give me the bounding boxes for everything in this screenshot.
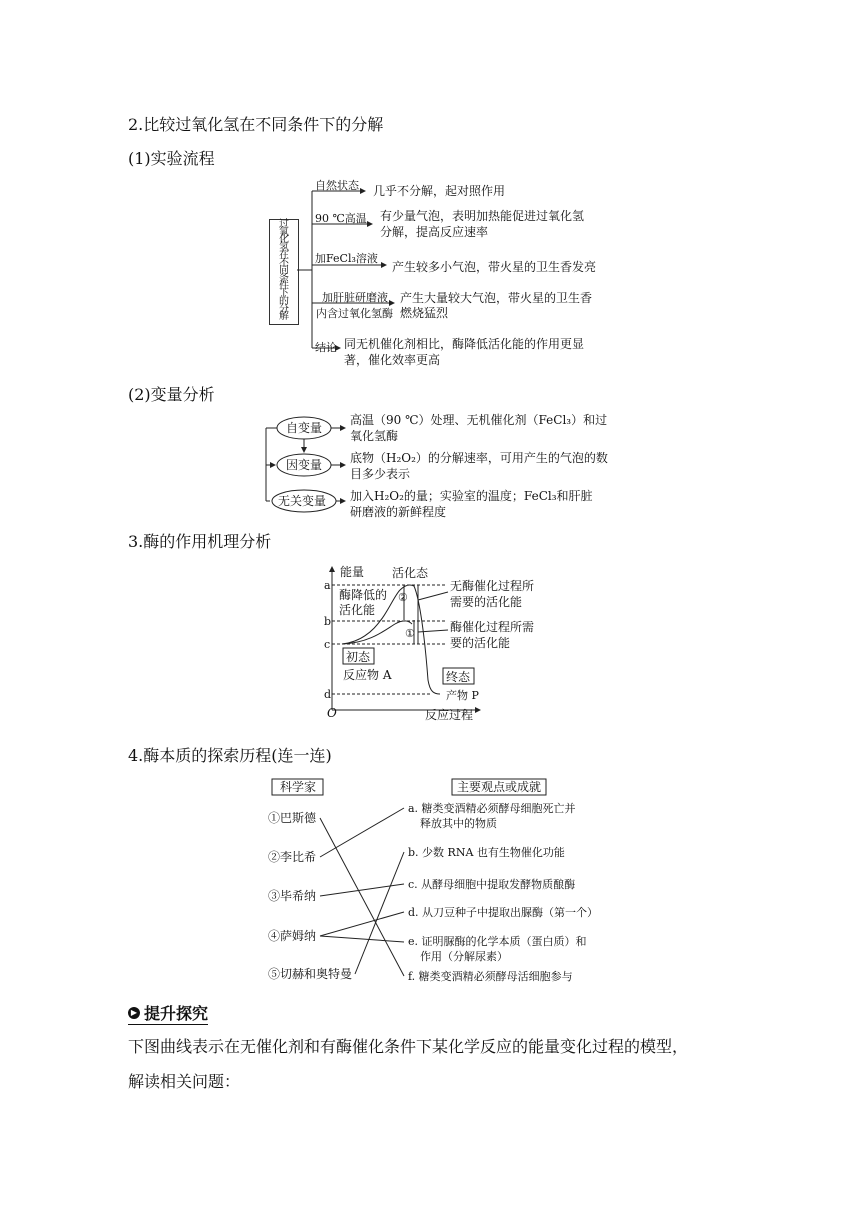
cond-fecl3: 加FeCl₃溶液 — [315, 252, 378, 265]
cond-liver-2: 内含过氧化氢酶 — [316, 307, 393, 320]
var-irrelevant-desc-1: 加入H₂O₂的量；实验室的温度；FeCl₃和肝脏 — [350, 489, 593, 503]
tick-d: d — [324, 688, 332, 701]
var-independent-desc-1: 高温（90 ℃）处理、无机催化剂（FeCl₃）和过 — [350, 413, 608, 427]
result-natural: 几乎不分解，起对照作用 — [373, 184, 506, 198]
no-enzyme-2: 需要的活化能 — [450, 595, 523, 609]
section-4-title: 4.酶本质的探索历程(连一连) — [128, 746, 332, 765]
play-circle-icon: ▶ — [128, 1007, 140, 1019]
result-conclusion-1: 同无机催化剂相比，酶降低活化能的作用更显 — [344, 337, 585, 351]
variable-subtitle: (2)变量分析 — [128, 385, 215, 404]
cond-natural: 自然状态 — [315, 179, 359, 192]
scientist-4: ④萨姆纳 — [268, 929, 317, 943]
initial-state: 初态 — [346, 650, 371, 664]
cond-liver-1: 加肝脏研磨液 — [322, 291, 388, 304]
enzyme-lowered-2: 活化能 — [339, 603, 376, 617]
section-3-title: 3.酶的作用机理分析 — [128, 532, 272, 551]
scientist-3: ③毕希纳 — [268, 889, 317, 903]
energy-origin: O — [327, 706, 337, 720]
var-irrelevant-label: 无关变量 — [278, 494, 327, 508]
tick-a: a — [324, 579, 331, 592]
var-dependent-desc-2: 目多少表示 — [350, 467, 411, 481]
final-state: 终态 — [446, 670, 471, 684]
explore-heading — [128, 1001, 208, 1025]
product-label: 产物 P — [446, 689, 479, 702]
achievement-d: d. 从刀豆种子中提取出脲酶（第一个） — [408, 906, 599, 919]
enzyme-2: 要的活化能 — [450, 636, 511, 650]
circle-2: ② — [398, 591, 408, 604]
reactant-label: 反应物 A — [343, 668, 392, 682]
scientist-1: ①巴斯德 — [268, 811, 317, 825]
tick-b: b — [324, 615, 332, 628]
result-liver-2: 燃烧猛烈 — [400, 306, 449, 320]
achievement-header: 主要观点或成就 — [457, 780, 542, 794]
energy-xlabel: 反应过程 — [425, 708, 474, 722]
var-independent-label: 自变量 — [286, 421, 323, 435]
achievement-e-2: 作用（分解尿素） — [420, 950, 508, 963]
achievement-f: f. 糖类变酒精必须酵母活细胞参与 — [408, 970, 573, 983]
achievement-a-2: 释放其中的物质 — [420, 817, 497, 830]
active-state-label: 活化态 — [392, 566, 429, 580]
scientist-2: ②李比希 — [268, 850, 317, 864]
explore-label: 提升探究 — [144, 1004, 209, 1023]
scientist-5: ⑤切赫和奥特曼 — [268, 967, 353, 981]
cond-conclusion: 结论 — [315, 341, 337, 354]
energy-ylabel: 能量 — [340, 565, 365, 579]
var-dependent-label: 因变量 — [286, 458, 323, 472]
enzyme-lowered-1: 酶降低的 — [339, 588, 388, 602]
var-independent-desc-2: 氧化氢酶 — [350, 429, 399, 443]
no-enzyme-1: 无酶催化过程所 — [450, 579, 535, 593]
explore-paragraph-1: 下图曲线表示在无催化剂和有酶催化条件下某化学反应的能量变化过程的模型， — [128, 1037, 689, 1056]
result-heat-2: 分解，提高反应速率 — [380, 225, 489, 239]
scientist-header: 科学家 — [280, 780, 317, 794]
achievement-b: b. 少数 RNA 也有生物催化功能 — [408, 846, 565, 859]
var-irrelevant-desc-2: 研磨液的新鲜程度 — [350, 505, 447, 519]
tick-c: c — [324, 638, 331, 651]
result-heat-1: 有少量气泡，表明加热能促进过氧化氢 — [380, 209, 585, 223]
achievement-e-1: e. 证明脲酶的化学本质（蛋白质）和 — [408, 935, 587, 948]
flow-subject-text: 过 氧 化 氢 在 不 同 条 件 下 的 分 解 — [279, 219, 289, 323]
achievement-a-1: a. 糖类变酒精必须酵母细胞死亡并 — [408, 802, 576, 815]
result-conclusion-2: 著，催化效率更高 — [344, 353, 441, 367]
result-fecl3: 产生较多小气泡，带火星的卫生香发亮 — [392, 260, 597, 274]
var-dependent-desc-1: 底物（H₂O₂）的分解速率，可用产生的气泡的数 — [350, 451, 608, 465]
enzyme-1: 酶催化过程所需 — [450, 620, 535, 634]
achievement-c: c. 从酵母细胞中提取发酵物质酿酶 — [408, 878, 576, 891]
section-2-title: 2.比较过氧化氢在不同条件下的分解 — [128, 115, 384, 134]
explore-paragraph-2: 解读相关问题： — [128, 1072, 241, 1091]
flow-subtitle: (1)实验流程 — [128, 149, 215, 168]
cond-heat: 90 ℃高温 — [315, 212, 367, 225]
result-liver-1: 产生大量较大气泡，带火星的卫生香 — [400, 291, 593, 305]
circle-1: ① — [405, 627, 415, 640]
